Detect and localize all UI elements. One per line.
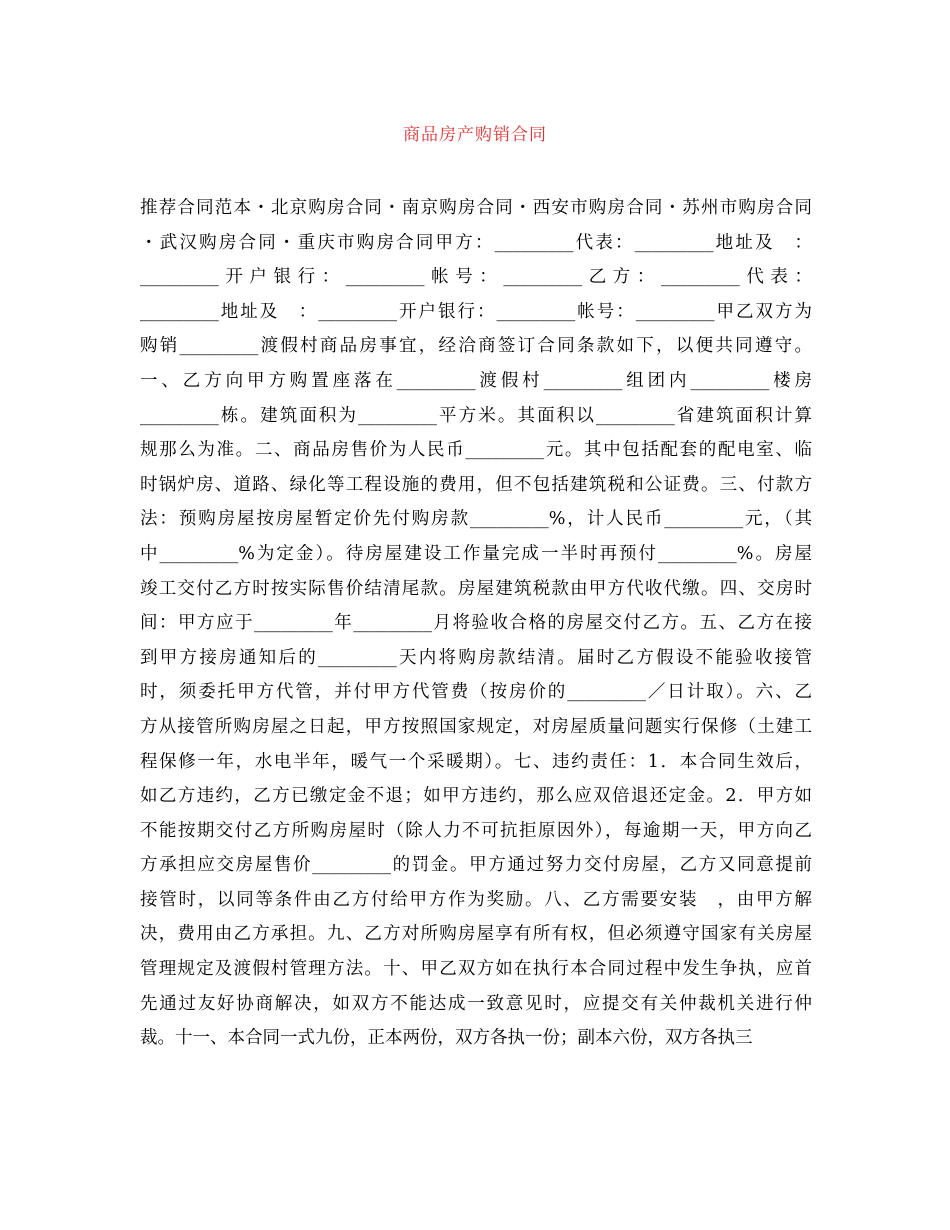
contract-line: 先通过友好协商解决，如双方不能达成一致意见时，应提交有关仲裁机关进行仲 [140, 993, 812, 1014]
contract-body [140, 191, 812, 1056]
contract-line: ・武汉购房合同・重庆市购房合同甲方：_________代表：_________地址及 ： [140, 232, 812, 253]
contract-line: _________地址及 ：_________开户银行：_________帐号：_________甲乙双方为 [140, 301, 812, 322]
contract-line: 到甲方接房通知后的_________天内将购房款结清。届时乙方假设不能验收接管 [140, 647, 812, 668]
contract-line: 一、乙方向甲方购置座落在_________渡假村_________组团内_________楼房 [140, 370, 812, 391]
contract-line: 时，须委托甲方代管，并付甲方代管费（按房价的_________／日计取）。六、乙 [140, 682, 812, 703]
contract-line: 中_________%为定金）。待房屋建设工作量完成一半时再预付_________%。房屋 [140, 543, 812, 564]
contract-line: 推荐合同范本・北京购房合同・南京购房合同・西安市购房合同・苏州市购房合同 [140, 198, 812, 218]
contract-line: _________开户银行：_________帐号：_________乙方：_________代表： [140, 267, 812, 288]
contract-line: 法：预购房屋按房屋暂定价先付购房款_________%，计人民币_________元，（其 [140, 509, 812, 530]
contract-line: 规那么为准。二、商品房售价为人民币_________元。其中包括配套的配电室、临 [140, 440, 812, 461]
document-title: 商品房产购销合同 [403, 125, 547, 145]
contract-line: 方承担应交房屋售价_________的罚金。甲方通过努力交付房屋，乙方又同意提前 [140, 855, 812, 876]
contract-line: 程保修一年，水电半年，暖气一个采暖期）。七、违约责任：1．本合同生效后， [140, 751, 812, 772]
contract-line: 间：甲方应于_________年_________月将验收合格的房屋交付乙方。五、乙方在接 [140, 613, 812, 634]
contract-line: 接管时，以同等条件由乙方付给甲方作为奖励。八、乙方需要安装 ，由甲方解 [140, 889, 812, 910]
contract-line: _________栋。建筑面积为_________平方米。其面积以_________省建筑面积计算 [140, 405, 812, 426]
contract-line: 决，费用由乙方承担。九、乙方对所购房屋享有所有权，但必须遵守国家有关房屋 [140, 924, 812, 945]
contract-line: 方从接管所购房屋之日起，甲方按照国家规定，对房屋质量问题实行保修（土建工 [140, 716, 812, 737]
contract-line: 不能按期交付乙方所购房屋时（除人力不可抗拒原因外），每逾期一天，甲方向乙 [140, 820, 812, 841]
contract-line: 裁。十一、本合同一式九份，正本两份，双方各执一份；副本六份，双方各执三 [140, 1028, 753, 1049]
contract-line: 如乙方违约，乙方已缴定金不退；如甲方违约，那么应双倍退还定金。2．甲方如 [140, 786, 812, 807]
contract-line: 管理规定及渡假村管理方法。十、甲乙双方如在执行本合同过程中发生争执，应首 [140, 959, 812, 980]
contract-line: 购销_________渡假村商品房事宜，经洽商签订合同条款如下，以便共同遵守。 [140, 336, 812, 357]
contract-line: 竣工交付乙方时按实际售价结清尾款。房屋建筑税款由甲方代收代缴。四、交房时 [140, 578, 812, 599]
contract-line: 时锅炉房、道路、绿化等工程设施的费用，但不包括建筑税和公证费。三、付款方 [140, 474, 812, 495]
